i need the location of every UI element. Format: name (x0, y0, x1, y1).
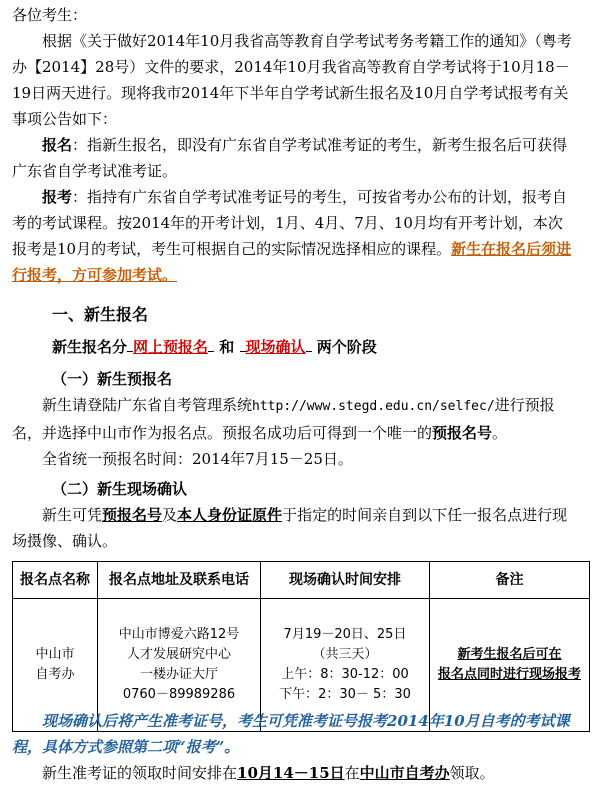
cell-addr-phone: 0760－89989286 (122, 687, 236, 702)
sub1-time: 全省统一预报名时间：2014年7月15－25日。 (42, 450, 353, 468)
col-header-time: 现场确认时间安排 (261, 562, 430, 599)
cell-time-line1: 7月19－20日、25日 (283, 627, 407, 642)
cell-note-line2: 报名点同时进行现场报考 (437, 667, 581, 682)
stages-suffix: 两个阶段 (316, 338, 377, 356)
baokao-text: ：指持有广东省自学考试准考证号的考生，可按省考办公布的计划，报考自考的考试课程。按2014年的开考计划，1月、4月、7月、10月均有开考计划，本次报考是10月的考试，考生可根据自己的实际情况选择相应的课程。 (12, 188, 568, 258)
cell-addr-line3: 一楼办证大厅 (139, 667, 218, 682)
cell-name-line1: 中山市 (35, 647, 75, 662)
final-c: 领取。 (449, 764, 495, 782)
final-place: 中山市自考办 (359, 764, 450, 782)
registration-table (12, 561, 590, 732)
final-date: 10月14－15日 (237, 764, 345, 782)
baoming-label: 报名 (42, 136, 73, 154)
stage-online: 网上预报名 (133, 338, 209, 356)
baoming-text: ：指新生报名，即没有广东省自学考试准考证的考生，新考生报名后可获得广东省自学考试准考证。 (12, 136, 568, 180)
final-paragraph (12, 760, 576, 786)
sub1-end: 。 (492, 424, 508, 442)
greeting: 各位考生： (12, 6, 88, 24)
sub2-paragraph (12, 502, 576, 554)
sub2-text-b: 及 (162, 506, 178, 524)
cell-addr-line2: 人才发展研究中心 (126, 647, 231, 662)
sub1-url: http://www.stegd.edu.cn/selfec/ (252, 399, 495, 414)
sub2-text-a: 新生可凭 (42, 506, 103, 524)
final-b: 在 (344, 764, 360, 782)
intro-block (12, 28, 576, 288)
baokao-highlight: 新生在报名后须进行报考，方可参加考试。 (12, 240, 572, 284)
baokao-paragraph (12, 184, 576, 288)
col-header-address: 报名点地址及联系电话 (98, 562, 261, 599)
section1-title: 一、新生报名 (52, 305, 149, 324)
sub1-text-a: 新生请登陆广东省自考管理系统 (42, 396, 253, 414)
stages-and: 和 (219, 338, 235, 356)
blue-note: 现场确认后将产生准考证号，考生可凭准考证号报考2014年10月自考的考试课程，具体方式参照第二项“报考”。 (12, 712, 570, 756)
col-header-note: 备注 (430, 562, 590, 599)
sub2-u2: 本人身份证原件 (177, 506, 283, 524)
cell-time-line4: 下午：2：30－ 5：30 (279, 687, 411, 702)
section-new-students (12, 302, 576, 554)
baokao-label: 报考 (42, 188, 73, 206)
sub1-paragraph (12, 392, 576, 446)
sub1-text-b: 进行预报名，并选择中山市作为报名点。预报名成功后可得到一个唯一的 (12, 396, 555, 442)
stages-line (12, 334, 576, 360)
sub1-bold: 预报名号 (432, 424, 493, 442)
final-a: 新生准考证的领取时间安排在 (42, 764, 238, 782)
cell-time-line3: 上午：8：30-12：00 (281, 667, 409, 682)
cell-name-line2: 自考办 (35, 667, 75, 682)
sub2-text-c: 于指定的时间亲自到以下任一报名点进行现场摄像、确认。 (12, 506, 568, 550)
sub1-title: （一）新生预报名 (52, 370, 173, 388)
sub2-title: （二）新生现场确认 (52, 480, 188, 498)
baoming-paragraph (12, 132, 576, 184)
intro-paragraph: 根据《关于做好2014年10月我省高等教育自学考试考务考籍工作的通知》（粤考办【2014】28号）文件的要求，2014年10月我省高等教育自学考试将于10月18－19日两天进行。现将我市2014年下半年自学考试新生报名及10月自学考试报考有关事项公告如下： (12, 32, 572, 128)
stages-prefix: 新生报名分 (52, 338, 128, 356)
cell-note-line1: 新考生报名后可在 (457, 647, 562, 662)
col-header-name: 报名点名称 (13, 562, 98, 599)
cell-time-line2: （共三天） (312, 647, 378, 662)
sub2-u1: 预报名号 (102, 506, 163, 524)
cell-addr-line1: 中山市博爱六路12号 (118, 627, 240, 642)
table-header-row (13, 562, 590, 599)
stage-onsite: 现场确认 (245, 338, 306, 356)
